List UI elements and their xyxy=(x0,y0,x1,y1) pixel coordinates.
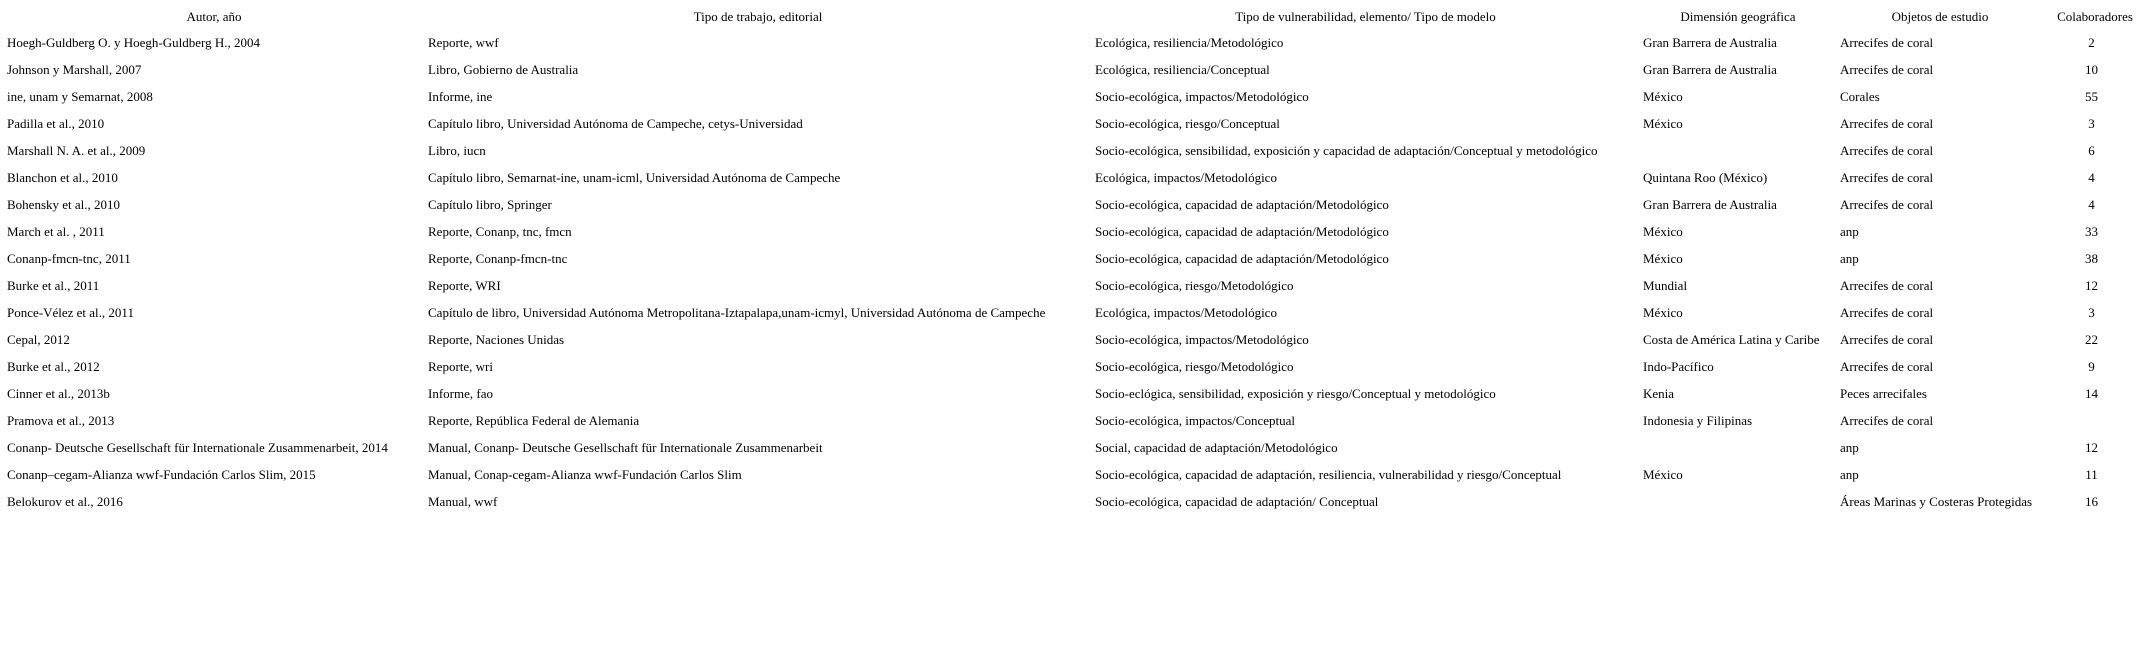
header-autor: Autor, año xyxy=(186,9,242,24)
cell-autor: Padilla et al., 2010 xyxy=(7,115,105,131)
cell-autor: Blanchon et al., 2010 xyxy=(7,169,118,185)
table-row xyxy=(0,83,2143,110)
table-row xyxy=(0,434,2143,461)
header-vulnerabilidad: Tipo de vulnerabilidad, elemento/ Tipo de modelo xyxy=(1235,9,1496,24)
cell-objetos: Áreas Marinas y Costeras Protegidas xyxy=(1840,493,2033,509)
cell-colaboradores: 11 xyxy=(2085,466,2098,482)
cell-vulnerabilidad: Socio-ecológica, capacidad de adaptación/Metodológico xyxy=(1095,250,1389,266)
cell-dimension: México xyxy=(1643,115,1683,131)
cell-tipo: Capítulo libro, Universidad Autónoma de Campeche, cetys-Universidad xyxy=(428,115,803,131)
cell-vulnerabilidad: Socio-ecológica, capacidad de adaptación/Metodológico xyxy=(1095,196,1389,212)
cell-dimension xyxy=(1636,488,1833,515)
cell-vulnerabilidad: Socio-ecológica, capacidad de adaptación/ Conceptual xyxy=(1095,493,1379,509)
table-row xyxy=(0,407,2143,434)
cell-tipo: Reporte, Conanp-fmcn-tnc xyxy=(428,250,568,266)
cell-vulnerabilidad: Socio-ecológica, impactos/Conceptual xyxy=(1095,412,1295,428)
cell-objetos: Arrecifes de coral xyxy=(1840,331,1934,347)
cell-tipo: Libro, iucn xyxy=(428,142,486,158)
cell-objetos: Arrecifes de coral xyxy=(1840,196,1934,212)
cell-colaboradores: 3 xyxy=(2088,304,2095,320)
cell-autor: Conanp–cegam-Alianza wwf-Fundación Carlos Slim, 2015 xyxy=(7,466,316,482)
cell-colaboradores: 12 xyxy=(2085,277,2098,293)
cell-colaboradores: 6 xyxy=(2088,142,2095,158)
cell-objetos: Arrecifes de coral xyxy=(1840,34,1934,50)
table-row xyxy=(0,353,2143,380)
cell-dimension: México xyxy=(1643,88,1683,104)
cell-tipo: Reporte, Naciones Unidas xyxy=(428,331,565,347)
table-row xyxy=(0,218,2143,245)
cell-vulnerabilidad: Socio-ecológica, capacidad de adaptación/Metodológico xyxy=(1095,223,1389,239)
cell-autor: Johnson y Marshall, 2007 xyxy=(7,61,142,77)
cell-vulnerabilidad: Ecológica, impactos/Metodológico xyxy=(1095,169,1277,185)
cell-objetos: Arrecifes de coral xyxy=(1840,142,1934,158)
cell-colaboradores: 3 xyxy=(2088,115,2095,131)
cell-dimension: Indonesia y Filipinas xyxy=(1643,412,1753,428)
cell-objetos: Arrecifes de coral xyxy=(1840,277,1934,293)
cell-colaboradores: 33 xyxy=(2085,223,2098,239)
table-row xyxy=(0,326,2143,353)
table-body xyxy=(0,29,2143,515)
table-row xyxy=(0,461,2143,488)
cell-tipo: Reporte, wwf xyxy=(428,34,499,50)
table-row xyxy=(0,380,2143,407)
cell-colaboradores: 14 xyxy=(2085,385,2098,401)
cell-autor: ine, unam y Semarnat, 2008 xyxy=(7,88,153,104)
cell-autor: Ponce-Vélez et al., 2011 xyxy=(7,304,134,320)
cell-autor: Pramova et al., 2013 xyxy=(7,412,115,428)
cell-autor: Burke et al., 2012 xyxy=(7,358,100,374)
cell-tipo: Reporte, wri xyxy=(428,358,493,374)
cell-vulnerabilidad: Ecológica, resiliencia/Conceptual xyxy=(1095,61,1270,77)
table-row xyxy=(0,164,2143,191)
cell-dimension: Indo-Pacífico xyxy=(1643,358,1714,374)
table-row xyxy=(0,56,2143,83)
cell-colaboradores: 12 xyxy=(2085,439,2098,455)
cell-vulnerabilidad: Socio-eclógica, sensibilidad, exposición y riesgo/Conceptual y metodológico xyxy=(1095,385,1496,401)
cell-objetos: Arrecifes de coral xyxy=(1840,304,1934,320)
references-table xyxy=(0,8,2143,515)
table-header xyxy=(0,8,2143,29)
cell-dimension: Kenia xyxy=(1643,385,1675,401)
cell-tipo: Capítulo libro, Springer xyxy=(428,196,552,212)
cell-autor: Cinner et al., 2013b xyxy=(7,385,110,401)
header-row xyxy=(0,8,2143,29)
cell-tipo: Informe, fao xyxy=(428,385,493,401)
header-objetos: Objetos de estudio xyxy=(1891,9,1989,24)
cell-objetos: anp xyxy=(1840,439,1859,455)
table-row xyxy=(0,137,2143,164)
header-colaboradores: Colaboradores xyxy=(2057,9,2133,24)
cell-autor: Marshall N. A. et al., 2009 xyxy=(7,142,146,158)
cell-vulnerabilidad: Socio-ecológica, impactos/Metodológico xyxy=(1095,331,1309,347)
table-row xyxy=(0,29,2143,56)
cell-colaboradores: 16 xyxy=(2085,493,2098,509)
cell-vulnerabilidad: Socio-ecológica, capacidad de adaptación, resiliencia, vulnerabilidad y riesgo/Conceptual xyxy=(1095,466,1562,482)
table-row xyxy=(0,488,2143,515)
cell-objetos: Corales xyxy=(1840,88,1880,104)
cell-autor: Burke et al., 2011 xyxy=(7,277,100,293)
cell-dimension: México xyxy=(1643,250,1683,266)
cell-objetos: Arrecifes de coral xyxy=(1840,169,1934,185)
cell-objetos: Arrecifes de coral xyxy=(1840,412,1934,428)
cell-vulnerabilidad: Socio-ecológica, riesgo/Metodológico xyxy=(1095,358,1294,374)
cell-dimension xyxy=(1636,434,1833,461)
cell-tipo: Capítulo libro, Semarnat-ine, unam-icml, Universidad Autónoma de Campeche xyxy=(428,169,841,185)
cell-colaboradores: 4 xyxy=(2088,169,2095,185)
cell-dimension xyxy=(1636,137,1833,164)
cell-objetos: Arrecifes de coral xyxy=(1840,358,1934,374)
cell-autor: Cepal, 2012 xyxy=(7,331,70,347)
cell-objetos: anp xyxy=(1840,223,1859,239)
cell-tipo: Capítulo de libro, Universidad Autónoma Metropolitana-Iztapalapa,unam-icmyl, Universidad Autónoma de Campeche xyxy=(428,304,1046,320)
table-row xyxy=(0,191,2143,218)
cell-tipo: Informe, ine xyxy=(428,88,493,104)
cell-dimension: Mundial xyxy=(1643,277,1688,293)
cell-colaboradores: 22 xyxy=(2085,331,2098,347)
table-row xyxy=(0,272,2143,299)
cell-tipo: Manual, Conanp- Deutsche Gesellschaft für Internationale Zusammenarbeit xyxy=(428,439,823,455)
cell-objetos: anp xyxy=(1840,466,1859,482)
cell-autor: Conanp- Deutsche Gesellschaft für Internationale Zusammenarbeit, 2014 xyxy=(7,439,388,455)
cell-tipo: Reporte, Conanp, tnc, fmcn xyxy=(428,223,572,239)
cell-tipo: Libro, Gobierno de Australia xyxy=(428,61,579,77)
cell-dimension: México xyxy=(1643,304,1683,320)
cell-dimension: México xyxy=(1643,466,1683,482)
cell-dimension: México xyxy=(1643,223,1683,239)
cell-autor: Bohensky et al., 2010 xyxy=(7,196,121,212)
cell-vulnerabilidad: Socio-ecológica, riesgo/Metodológico xyxy=(1095,277,1294,293)
table-row xyxy=(0,245,2143,272)
cell-vulnerabilidad: Socio-ecológica, impactos/Metodológico xyxy=(1095,88,1309,104)
cell-colaboradores: 4 xyxy=(2088,196,2095,212)
cell-objetos: Arrecifes de coral xyxy=(1840,115,1934,131)
cell-vulnerabilidad: Ecológica, resiliencia/Metodológico xyxy=(1095,34,1284,50)
header-tipo: Tipo de trabajo, editorial xyxy=(693,9,823,24)
cell-autor: Belokurov et al., 2016 xyxy=(7,493,123,509)
cell-dimension: Costa de América Latina y Caribe xyxy=(1643,331,1820,347)
cell-colaboradores xyxy=(2040,407,2143,434)
cell-dimension: Gran Barrera de Australia xyxy=(1643,196,1777,212)
cell-tipo: Reporte, WRI xyxy=(428,277,501,293)
cell-dimension: Gran Barrera de Australia xyxy=(1643,34,1777,50)
cell-autor: Conanp-fmcn-tnc, 2011 xyxy=(7,250,131,266)
cell-colaboradores: 2 xyxy=(2088,34,2095,50)
table-row xyxy=(0,110,2143,137)
cell-objetos: Peces arrecifales xyxy=(1840,385,1927,401)
cell-objetos: anp xyxy=(1840,250,1859,266)
cell-colaboradores: 38 xyxy=(2085,250,2098,266)
cell-vulnerabilidad: Socio-ecológica, sensibilidad, exposición y capacidad de adaptación/Conceptual y metodológico xyxy=(1095,142,1598,158)
cell-vulnerabilidad: Social, capacidad de adaptación/Metodológico xyxy=(1095,439,1338,455)
cell-vulnerabilidad: Ecológica, impactos/Metodológico xyxy=(1095,304,1277,320)
cell-tipo: Manual, wwf xyxy=(428,493,498,509)
header-dimension: Dimensión geográfica xyxy=(1680,9,1796,24)
table-row xyxy=(0,299,2143,326)
cell-autor: Hoegh-Guldberg O. y Hoegh-Guldberg H., 2004 xyxy=(7,34,260,50)
cell-objetos: Arrecifes de coral xyxy=(1840,61,1934,77)
cell-colaboradores: 55 xyxy=(2085,88,2098,104)
cell-colaboradores: 9 xyxy=(2088,358,2095,374)
cell-vulnerabilidad: Socio-ecológica, riesgo/Conceptual xyxy=(1095,115,1280,131)
cell-tipo: Manual, Conap-cegam-Alianza wwf-Fundación Carlos Slim xyxy=(428,466,742,482)
cell-dimension: Gran Barrera de Australia xyxy=(1643,61,1777,77)
cell-colaboradores: 10 xyxy=(2085,61,2098,77)
cell-dimension: Quintana Roo (México) xyxy=(1643,169,1768,185)
cell-autor: March et al. , 2011 xyxy=(7,223,105,239)
cell-tipo: Reporte, República Federal de Alemania xyxy=(428,412,640,428)
